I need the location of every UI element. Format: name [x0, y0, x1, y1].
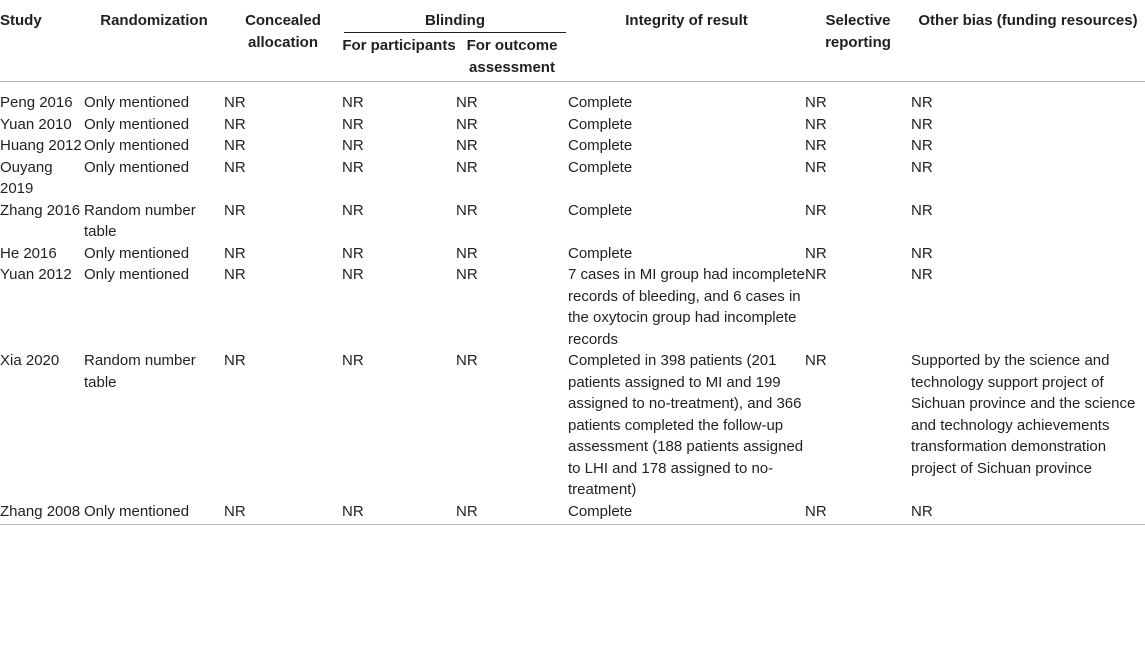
cell-blinding-outcome: NR [456, 158, 478, 176]
table-row [0, 264, 1145, 350]
cell-selective-reporting: NR [805, 201, 827, 219]
cell-other-bias: NR [911, 137, 933, 154]
cell-concealed-allocation: NR [224, 244, 246, 262]
cell-concealed-allocation: NR [224, 501, 342, 525]
cell-blinding-outcome: NR [456, 501, 568, 525]
cell-randomization: Only mentioned [84, 158, 190, 176]
cell-selective-reporting: NR [805, 137, 827, 154]
table-row [0, 200, 1145, 243]
cell-blinding-outcome: NR [456, 137, 478, 154]
cell-concealed-allocation: NR [224, 94, 246, 111]
cell-concealed-allocation: NR [224, 352, 246, 369]
header-concealed-allocation: Concealed allocation [224, 0, 342, 82]
cell-selective-reporting: NR [805, 266, 827, 283]
cell-study: Zhang 2016 [0, 201, 81, 219]
table-row [0, 243, 1145, 265]
cell-concealed-allocation: NR [224, 137, 246, 154]
table-header [0, 0, 1145, 82]
cell-blinding-outcome: NR [456, 115, 478, 133]
cell-blinding-participants: NR [342, 352, 364, 369]
cell-integrity: Complete [568, 115, 633, 133]
cell-concealed-allocation: NR [224, 201, 246, 219]
cell-study: Ouyang 2019 [0, 158, 53, 197]
cell-randomization: Only mentioned [84, 244, 190, 262]
cell-other-bias: NR [911, 158, 933, 176]
cell-integrity: Complete [568, 244, 633, 262]
cell-randomization: Only mentioned [84, 266, 190, 283]
cell-blinding-participants: NR [342, 244, 364, 262]
cell-other-bias: NR [911, 115, 933, 133]
cell-other-bias: NR [911, 266, 933, 283]
table-row [0, 501, 1145, 525]
header-randomization: Randomization [84, 0, 224, 82]
cell-study: Zhang 2008 [0, 501, 84, 525]
table-body [0, 82, 1145, 525]
header-integrity: Integrity of result [568, 0, 805, 82]
table-row [0, 135, 1145, 157]
header-other-bias: Other bias (funding resources) [911, 0, 1145, 82]
cell-study: Yuan 2012 [0, 266, 72, 283]
cell-integrity: Complete [568, 201, 633, 219]
cell-blinding-outcome: NR [456, 94, 478, 111]
cell-randomization: Only mentioned [84, 115, 190, 133]
cell-randomization: Random number table [84, 352, 196, 391]
table-row [0, 114, 1145, 136]
cell-blinding-participants: NR [342, 266, 364, 283]
cell-other-bias: NR [911, 94, 933, 111]
cell-concealed-allocation: NR [224, 158, 246, 176]
cell-concealed-allocation: NR [224, 115, 246, 133]
cell-study: Xia 2020 [0, 352, 60, 369]
cell-randomization: Only mentioned [84, 94, 190, 111]
cell-study: Yuan 2010 [0, 115, 72, 133]
cell-selective-reporting: NR [805, 352, 827, 369]
header-selective-reporting: Selective reporting [805, 0, 911, 82]
cell-selective-reporting: NR [805, 94, 827, 111]
cell-selective-reporting: NR [805, 501, 911, 525]
cell-study: Huang 2012 [0, 137, 82, 154]
cell-selective-reporting: NR [805, 158, 827, 176]
cell-other-bias: NR [911, 501, 1145, 525]
cell-other-bias: NR [911, 244, 933, 262]
cell-blinding-outcome: NR [456, 266, 478, 283]
cell-blinding-participants: NR [342, 137, 364, 154]
cell-blinding-outcome: NR [456, 352, 478, 369]
cell-randomization: Random number table [84, 201, 196, 240]
header-blinding-label: Blinding [344, 10, 566, 33]
cell-blinding-participants: NR [342, 158, 364, 176]
cell-blinding-participants: NR [342, 94, 364, 111]
table-row [0, 82, 1145, 114]
cell-concealed-allocation: NR [224, 266, 246, 283]
cell-integrity: Complete [568, 94, 633, 111]
cell-randomization: Only mentioned [84, 501, 224, 525]
cell-integrity: 7 cases in MI group had incomplete records of bleeding, and 6 cases in the oxytocin group had incomplete records [568, 266, 805, 348]
cell-blinding-participants: NR [342, 115, 364, 133]
header-blinding [342, 0, 568, 33]
cell-blinding-participants: NR [342, 501, 456, 525]
cell-integrity: Complete [568, 158, 633, 176]
cell-study: He 2016 [0, 244, 57, 262]
cell-blinding-outcome: NR [456, 244, 478, 262]
cell-integrity: Completed in 398 patients (201 patients assigned to MI and 199 assigned to no-treatment), and 366 patients completed the follow-up assessment (188 patients assigned to LHI and 178 assigned to no-treatment) [568, 352, 804, 498]
cell-blinding-outcome: NR [456, 201, 478, 219]
cell-randomization: Only mentioned [84, 137, 190, 154]
cell-selective-reporting: NR [805, 244, 827, 262]
cell-study: Peng 2016 [0, 94, 73, 111]
header-study: Study [0, 0, 84, 82]
cell-blinding-participants: NR [342, 201, 364, 219]
cell-selective-reporting: NR [805, 115, 827, 133]
cell-integrity: Complete [568, 501, 805, 525]
cell-integrity: Complete [568, 137, 633, 154]
header-blinding-participants: For participants [342, 33, 456, 82]
cell-other-bias: NR [911, 201, 933, 219]
table-row [0, 350, 1145, 501]
cell-other-bias: Supported by the science and technology support project of Sichuan province and the science and technology achievements transformation demonstration project of Sichuan province [911, 352, 1136, 477]
header-blinding-outcome: For outcome assessment [456, 33, 568, 82]
table-row [0, 157, 1145, 200]
